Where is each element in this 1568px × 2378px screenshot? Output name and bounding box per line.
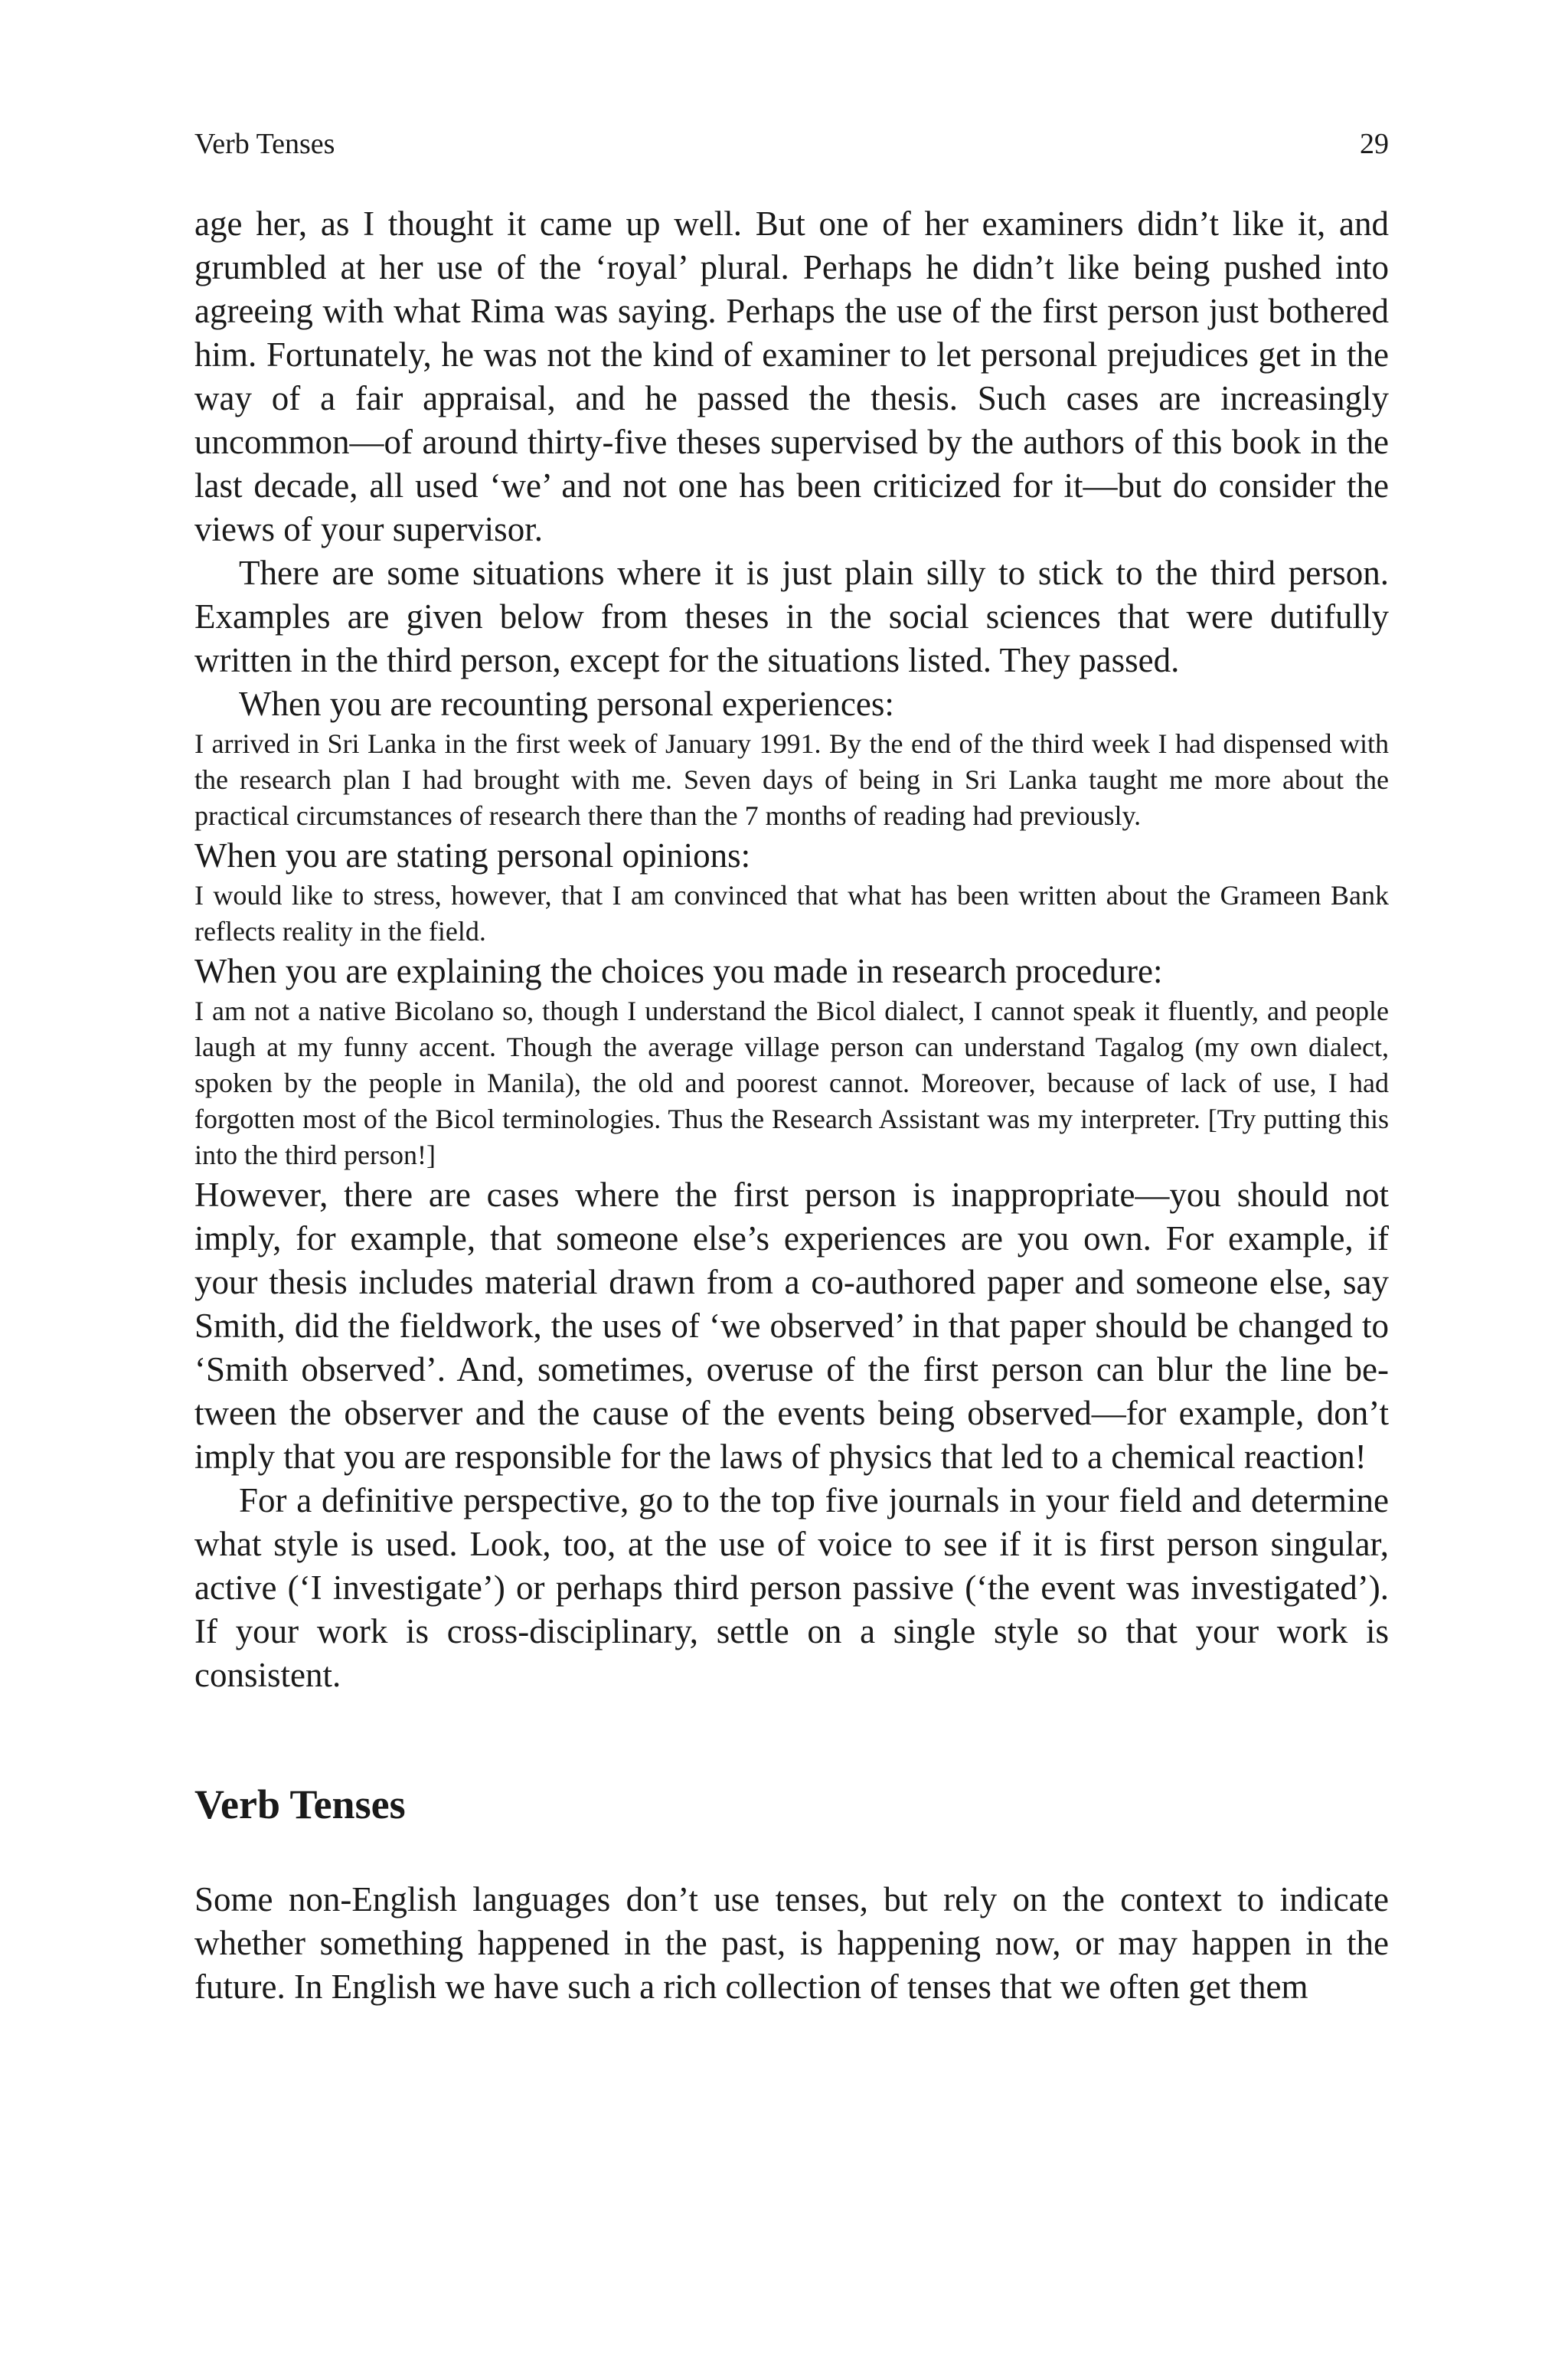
intro-personal-experiences: When you are recounting personal experiences: <box>239 685 894 723</box>
intro-research-procedure: When you are explaining the choices you made in research procedure: <box>194 952 1163 990</box>
body-text <box>194 202 1389 2009</box>
paragraph-inappropriate-first-person: However, there are cases where the first person is inappropriate—you should not imply, for example, that someone else’s experiences are you own. For example, if your thesis includes material drawn from a co-authored paper and someone else, say Smith, did the fieldwork, the uses of ‘we observed’ in that paper should be changed to ‘Smith observed’. And, sometimes, overuse of the first person can blur the line between the observer and the cause of the events being observed—for example, don’t imply that you are responsible for the laws of physics that led to a chemical reaction! <box>194 1176 1389 1476</box>
block-quote-bicol-dialect: I am not a native Bicolano so, though I understand the Bicol dialect, I cannot speak it fluently, and people laugh at my funny accent. Though the average village person can understand Tagalog (my own dialect, spoken by the people in Manila), the old and poorest cannot. Moreover, because of lack of use, I had forgotten most of the Bicol terminologies. Thus the Research Assistant was my interpreter. [Try putting this into the third person!] <box>194 996 1389 1170</box>
paragraph-verb-tenses: Some non-English languages don’t use tenses, but rely on the context to indicate whether something happened in the past, is happening now, or may happen in the future. In English we have such a rich collection of tenses that we often get them <box>194 1880 1389 2006</box>
page-number: 29 <box>1360 128 1389 160</box>
paragraph-definitive-perspective: For a definitive perspective, go to the top five journals in your field and determine what style is used. Look, too, at the use of voice to see if it is first person singular, active (‘I investigate’) or perhaps third person passive (‘the event was investigated’). If your work is cross-disciplinary, settle on a single style so that your work is consistent. <box>194 1481 1389 1694</box>
section-heading: Verb Tenses <box>194 1781 406 1827</box>
paragraph-continuation: age her, as I thought it came up well. But one of her examiners didn’t like it, and grumbled at her use of the ‘royal’ plural. Perhaps he didn’t like being pushed into agreeing with what Rima was saying. Perhaps the use of the first person just bothered him. Fortunately, he was not the kind of examiner to let personal prejudices get in the way of a fair appraisal, and he passed the thesis. Such cases are increasingly uncommon—of around thirty-five theses supervised by the authors of this book in the last decade, all used ‘we’ and not one has been criticized for it—but do consider the views of your supervisor. <box>194 204 1389 548</box>
running-head-title: Verb Tenses <box>194 128 335 160</box>
block-quote-sri-lanka: I arrived in Sri Lanka in the first week of January 1991. By the end of the third week I had dispensed with the research plan I had brought with me. Seven days of being in Sri Lanka taught me more about the practical circumstances of research there than the 7 months of reading had previously. <box>194 728 1389 831</box>
intro-personal-opinions: When you are stating personal opinions: <box>194 836 751 875</box>
paragraph-situations: There are some situations where it is just plain silly to stick to the third person. Examples are given below from theses in the social sciences that were dutifully written in the third person, except for the situations listed. They passed. <box>194 554 1389 679</box>
block-quote-grameen-bank: I would like to stress, however, that I am convinced that what has been written about the Grameen Bank reflects reality in the field. <box>194 880 1389 947</box>
